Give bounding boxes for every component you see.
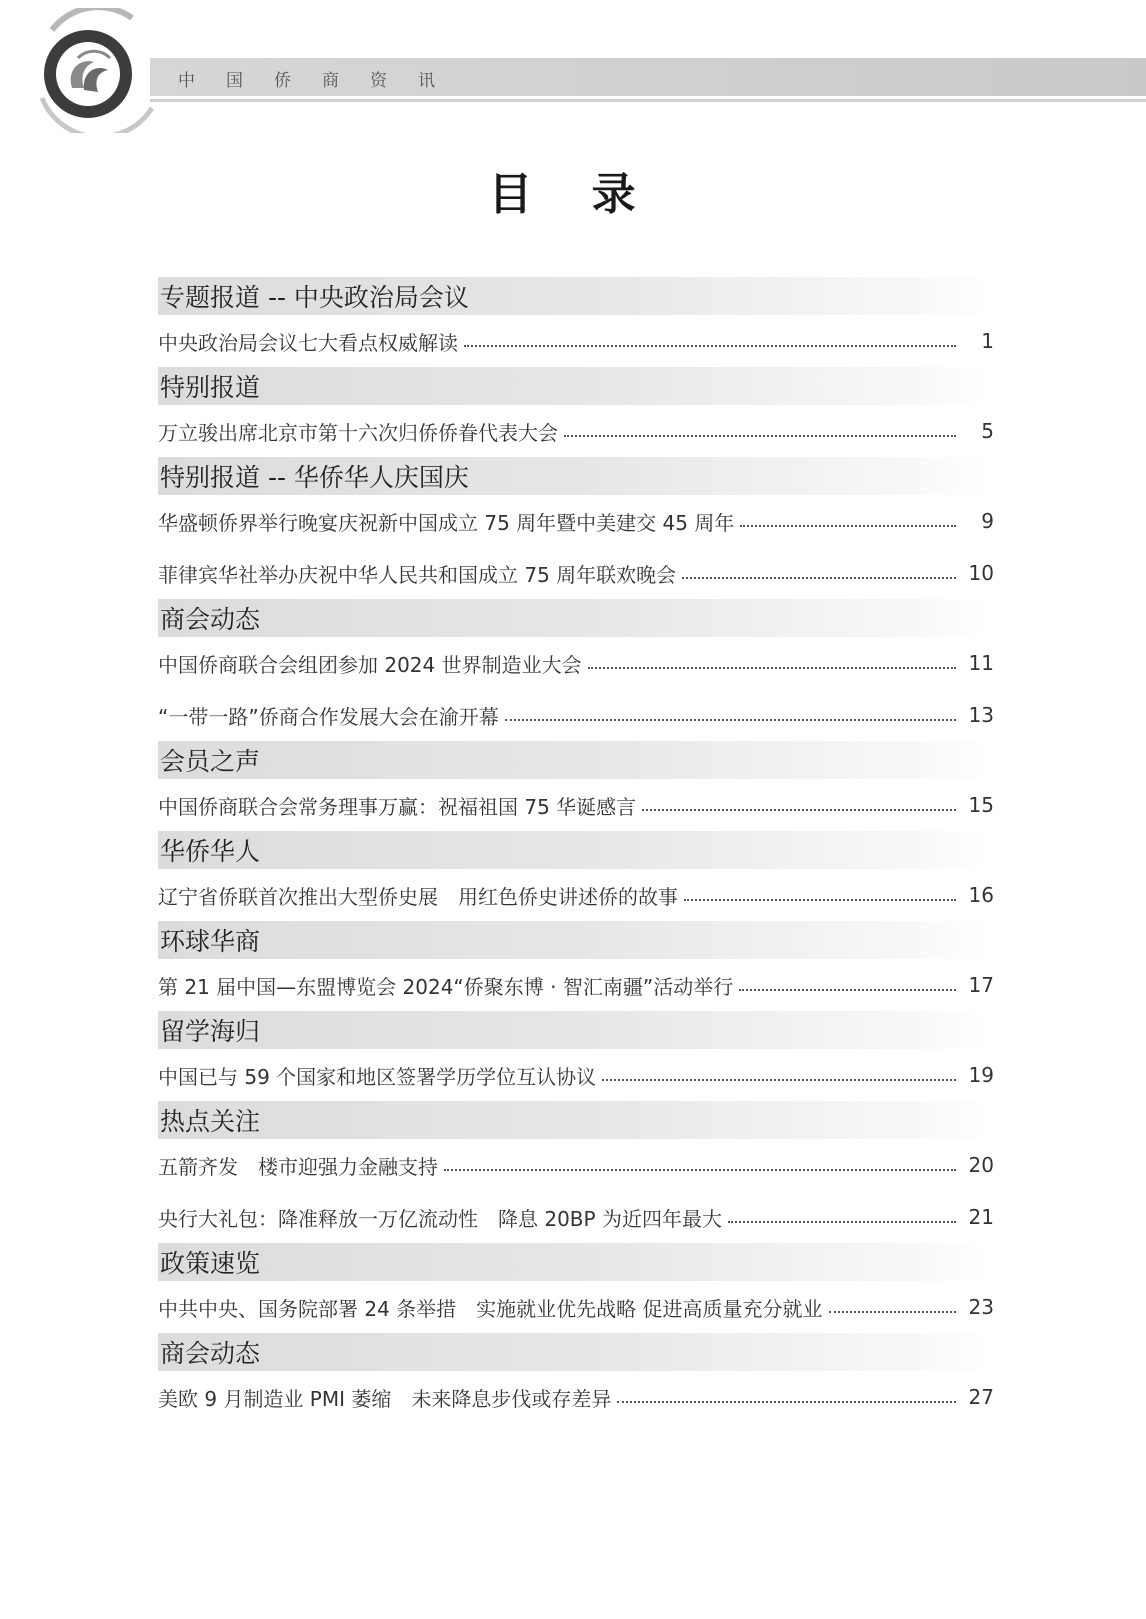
toc-item-title: 中共中央、国务院部署 24 条举措 实施就业优先战略 促进高质量充分就业: [158, 1296, 823, 1321]
table-of-contents: [158, 277, 994, 1423]
toc-section: 特别报道: [158, 367, 994, 405]
toc-item-page: 11: [968, 651, 994, 675]
toc-item-title: 中央政治局会议七大看点权威解读: [158, 330, 458, 355]
toc-item-title: 美欧 9 月制造业 PMI 萎缩 未来降息步伐或存差异: [158, 1386, 612, 1411]
toc-item[interactable]: [158, 405, 994, 457]
leader-dots: [682, 576, 956, 579]
toc-item[interactable]: [158, 1049, 994, 1101]
toc-section: 会员之声: [158, 741, 994, 779]
toc-section: 华侨华人: [158, 831, 994, 869]
toc-section: 特别报道 -- 华侨华人庆国庆: [158, 457, 994, 495]
toc-item-page: 1: [981, 329, 994, 353]
toc-item-page: 19: [968, 1063, 994, 1087]
toc-section: 留学海归: [158, 1011, 994, 1049]
toc-item-page: 10: [968, 561, 994, 585]
toc-item[interactable]: [158, 1191, 994, 1243]
leader-dots: [728, 1220, 956, 1223]
leader-dots: [829, 1310, 956, 1313]
toc-item-title: 万立骏出席北京市第十六次归侨侨眷代表大会: [158, 420, 558, 445]
toc-section: 环球华商: [158, 921, 994, 959]
toc-item[interactable]: [158, 1371, 994, 1423]
leader-dots: [464, 344, 956, 347]
toc-item[interactable]: [158, 689, 994, 741]
logo-icon: [22, 8, 172, 133]
toc-item-page: 21: [968, 1205, 994, 1229]
toc-section: 商会动态: [158, 599, 994, 637]
toc-section: 热点关注: [158, 1101, 994, 1139]
toc-section: 商会动态: [158, 1333, 994, 1371]
toc-item-page: 15: [968, 793, 994, 817]
toc-item[interactable]: [158, 959, 994, 1011]
header-title: 中国侨商资讯: [178, 71, 466, 91]
toc-item-title: 中国侨商联合会组团参加 2024 世界制造业大会: [158, 652, 582, 677]
toc-item-title: 菲律宾华社举办庆祝中华人民共和国成立 75 周年联欢晚会: [158, 562, 677, 587]
leader-dots: [564, 434, 956, 437]
page-title: 目 录: [488, 169, 658, 220]
toc-item-title: 五箭齐发 楼市迎强力金融支持: [158, 1154, 438, 1179]
toc-item[interactable]: [158, 547, 994, 599]
leader-dots: [740, 524, 956, 527]
toc-item-title: “一带一路”侨商合作发展大会在渝开幕: [158, 704, 499, 729]
leader-dots: [444, 1168, 956, 1171]
leader-dots: [588, 666, 956, 669]
toc-item-page: 23: [968, 1295, 994, 1319]
toc-item[interactable]: [158, 637, 994, 689]
toc-item[interactable]: [158, 315, 994, 367]
toc-item-page: 13: [968, 703, 994, 727]
toc-item-title: 中国侨商联合会常务理事万赢：祝福祖国 75 华诞感言: [158, 794, 637, 819]
toc-item-page: 17: [968, 973, 994, 997]
leader-dots: [617, 1400, 956, 1403]
toc-item-title: 辽宁省侨联首次推出大型侨史展 用红色侨史讲述侨的故事: [158, 884, 678, 909]
toc-item[interactable]: [158, 1139, 994, 1191]
toc-item[interactable]: [158, 495, 994, 547]
page-header: [0, 0, 1146, 130]
toc-item-page: 27: [968, 1385, 994, 1409]
leader-dots: [684, 898, 956, 901]
leader-dots: [602, 1078, 956, 1081]
toc-item[interactable]: [158, 779, 994, 831]
toc-item-page: 5: [981, 419, 994, 443]
toc-item-title: 华盛顿侨界举行晚宴庆祝新中国成立 75 周年暨中美建交 45 周年: [158, 510, 735, 535]
toc-item-title: 第 21 届中国—东盟博览会 2024“侨聚东博 · 智汇南疆”活动举行: [158, 974, 734, 999]
header-divider: [150, 99, 1146, 102]
leader-dots: [505, 718, 956, 721]
toc-item[interactable]: [158, 1281, 994, 1333]
toc-item-title: 中国已与 59 个国家和地区签署学历学位互认协议: [158, 1064, 597, 1089]
toc-item-title: 央行大礼包：降准释放一万亿流动性 降息 20BP 为近四年最大: [158, 1206, 722, 1231]
toc-section: 政策速览: [158, 1243, 994, 1281]
toc-item-page: 16: [968, 883, 994, 907]
leader-dots: [739, 988, 956, 991]
toc-section: 专题报道 -- 中央政治局会议: [158, 277, 994, 315]
toc-item-page: 20: [968, 1153, 994, 1177]
leader-dots: [642, 808, 956, 811]
toc-item-page: 9: [981, 509, 994, 533]
toc-item[interactable]: [158, 869, 994, 921]
